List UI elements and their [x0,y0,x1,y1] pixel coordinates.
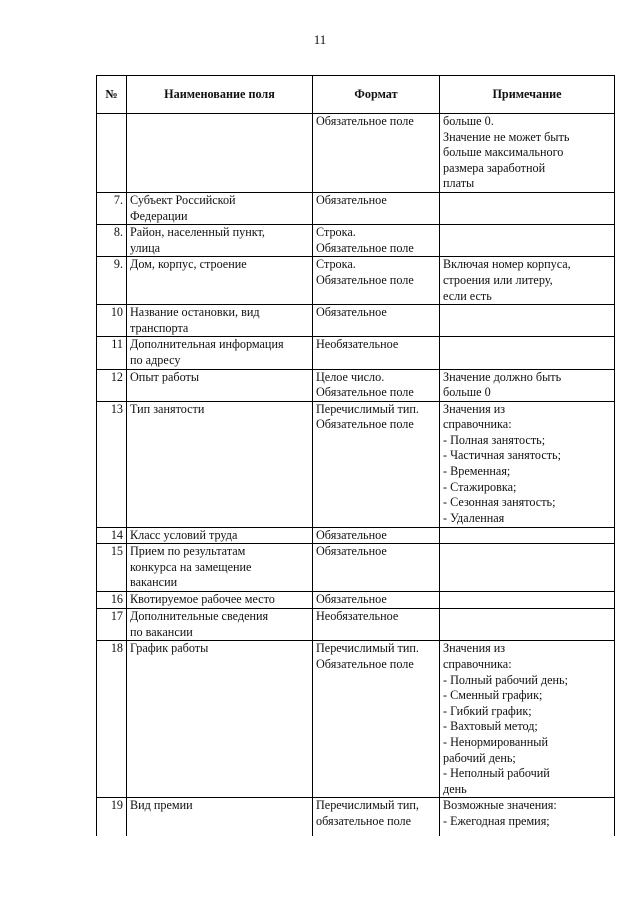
format-cell [313,401,440,527]
cell-text-line: - Частичная занятость; [443,448,562,463]
table-row [97,592,615,609]
cell-text-line: Обязательное поле [316,272,414,287]
cell-text-line: по вакансии [130,624,193,639]
field-name-cell [127,527,313,544]
cell-text-line: Обязательное поле [316,114,414,128]
field-name-cell [127,257,313,305]
cell-text-line: Строка. [316,225,356,240]
note-cell [440,257,615,305]
format-cell [313,798,440,836]
field-name-cell [127,369,313,401]
row-number: 7. [97,192,127,224]
cell-text-line: Необязательное [316,337,399,352]
row-number: 16 [97,592,127,609]
cell-text-line: улица [130,240,161,255]
cell-text-line: - Сменный график; [443,688,543,703]
table-row [97,641,615,798]
table-row [97,114,615,193]
cell-text-line: - Ненормированный [443,735,549,750]
note-cell [440,527,615,544]
cell-text-line: Вид премии [130,798,193,813]
cell-text-line: - Временная; [443,464,511,479]
cell-text-line: График работы [130,641,209,656]
cell-text-line: Возможные значения: [443,798,557,813]
field-name-cell [127,798,313,836]
table-row [97,609,615,641]
row-number: 15 [97,544,127,592]
cell-text-line: Прием по результатам [130,544,246,559]
row-number: 8. [97,225,127,257]
table-row [97,544,615,592]
cell-text-line: Обязательное [316,592,387,607]
table-row [97,225,615,257]
format-cell [313,641,440,798]
cell-text-line: Значение не может быть [443,129,570,144]
note-cell [440,305,615,337]
note-cell [440,192,615,224]
note-cell [440,798,615,836]
cell-text-line: платы [443,176,475,191]
cell-text-line: Дом, корпус, строение [130,257,247,272]
cell-text-line: Субъект Российской [130,192,236,207]
cell-text-line: справочника: [443,417,512,432]
format-cell [313,305,440,337]
cell-text-line: по адресу [130,352,181,367]
cell-text-line: Квотируемое рабочее место [130,592,275,607]
cell-text-line: Район, населенный пункт, [130,225,265,240]
cell-text-line: Федерации [130,208,188,223]
row-number: 17 [97,609,127,641]
cell-text-line: Дополнительные сведения [130,609,269,624]
table-row [97,527,615,544]
note-cell [440,114,615,193]
header-format: Формат [313,76,440,114]
cell-text-line: Дополнительная информация [130,337,284,352]
field-name-cell [127,544,313,592]
cell-text-line: Значение должно быть [443,369,562,384]
cell-text-line: Обязательное поле [316,385,414,400]
row-number: 11 [97,337,127,369]
fields-table [96,75,615,836]
cell-text-line: больше 0. [443,114,494,128]
cell-text-line: Обязательное [316,305,387,320]
row-number: 18 [97,641,127,798]
format-cell [313,592,440,609]
cell-text-line: Включая номер корпуса, [443,257,571,272]
table-row [97,192,615,224]
cell-text-line: - Сезонная занятость; [443,495,556,510]
cell-text-line: Перечислимый тип, [316,798,419,813]
table-row [97,798,615,836]
header-number: № [97,76,127,114]
field-name-cell [127,592,313,609]
format-cell [313,114,440,193]
note-cell [440,544,615,592]
field-name-cell [127,609,313,641]
format-cell [313,609,440,641]
cell-text-line: больше 0 [443,385,491,400]
table-row [97,369,615,401]
cell-text-line: размера заработной [443,160,546,175]
cell-text-line: Обязательное поле [316,417,414,432]
format-cell [313,544,440,592]
header-field-name: Наименование поля [127,76,313,114]
format-cell [313,369,440,401]
cell-text-line: Обязательное [316,192,387,207]
note-cell [440,225,615,257]
page-number: 11 [313,32,327,47]
format-cell [313,225,440,257]
table-row [97,337,615,369]
field-name-cell [127,401,313,527]
cell-text-line: строения или литеру, [443,272,553,287]
cell-text-line: транспорта [130,320,189,335]
cell-text-line: - Ежегодная премия; [443,814,550,829]
field-name-cell [127,192,313,224]
cell-text-line: Необязательное [316,609,399,624]
note-cell [440,609,615,641]
cell-text-line: Обязательное [316,544,387,559]
cell-text-line: - Стажировка; [443,479,517,494]
table-row [97,401,615,527]
cell-text-line: - Полная занятость; [443,432,546,447]
cell-text-line: день [443,781,467,796]
format-cell [313,257,440,305]
cell-text-line: вакансии [130,575,178,590]
field-name-cell [127,225,313,257]
format-cell [313,527,440,544]
note-cell [440,337,615,369]
cell-text-line: рабочий день; [443,750,516,765]
table-body [97,114,615,836]
note-cell [440,401,615,527]
cell-text-line: справочника: [443,657,512,672]
row-number: 19 [97,798,127,836]
field-name-cell [127,305,313,337]
cell-text-line: Перечислимый тип. [316,401,419,416]
cell-text-line: Обязательное [316,527,387,542]
cell-text-line: Класс условий труда [130,527,238,542]
cell-text-line: Значения из [443,401,506,416]
note-cell [440,641,615,798]
cell-text-line: если есть [443,288,492,303]
row-number: 12 [97,369,127,401]
cell-text-line: Обязательное поле [316,657,414,672]
cell-text-line: обязательное поле [316,814,412,829]
row-number: 14 [97,527,127,544]
cell-text-line: - Неполный рабочий [443,766,550,781]
row-number [97,114,127,193]
cell-text-line: больше максимального [443,145,564,160]
cell-text-line: - Вахтовый метод; [443,719,538,734]
cell-text-line: Название остановки, вид [130,305,260,320]
row-number: 13 [97,401,127,527]
cell-text-line: Опыт работы [130,369,200,384]
cell-text-line: - Гибкий график; [443,703,532,718]
cell-text-line: конкурса на замещение [130,559,252,574]
row-number: 9. [97,257,127,305]
cell-text-line: Обязательное поле [316,240,414,255]
table-header-row [97,76,615,114]
cell-text-line: Перечислимый тип. [316,641,419,656]
field-name-cell [127,337,313,369]
note-cell [440,369,615,401]
format-cell [313,192,440,224]
cell-text-line: - Удаленная [443,510,505,525]
header-note: Примечание [440,76,615,114]
field-name-cell [127,114,313,193]
cell-text-line: Тип занятости [130,401,205,416]
format-cell [313,337,440,369]
table-row [97,305,615,337]
cell-text-line: Значения из [443,641,506,656]
cell-text-line: - Полный рабочий день; [443,672,568,687]
table-row [97,257,615,305]
cell-text-line: Целое число. [316,369,385,384]
field-name-cell [127,641,313,798]
row-number: 10 [97,305,127,337]
cell-text-line: Строка. [316,257,356,272]
note-cell [440,592,615,609]
